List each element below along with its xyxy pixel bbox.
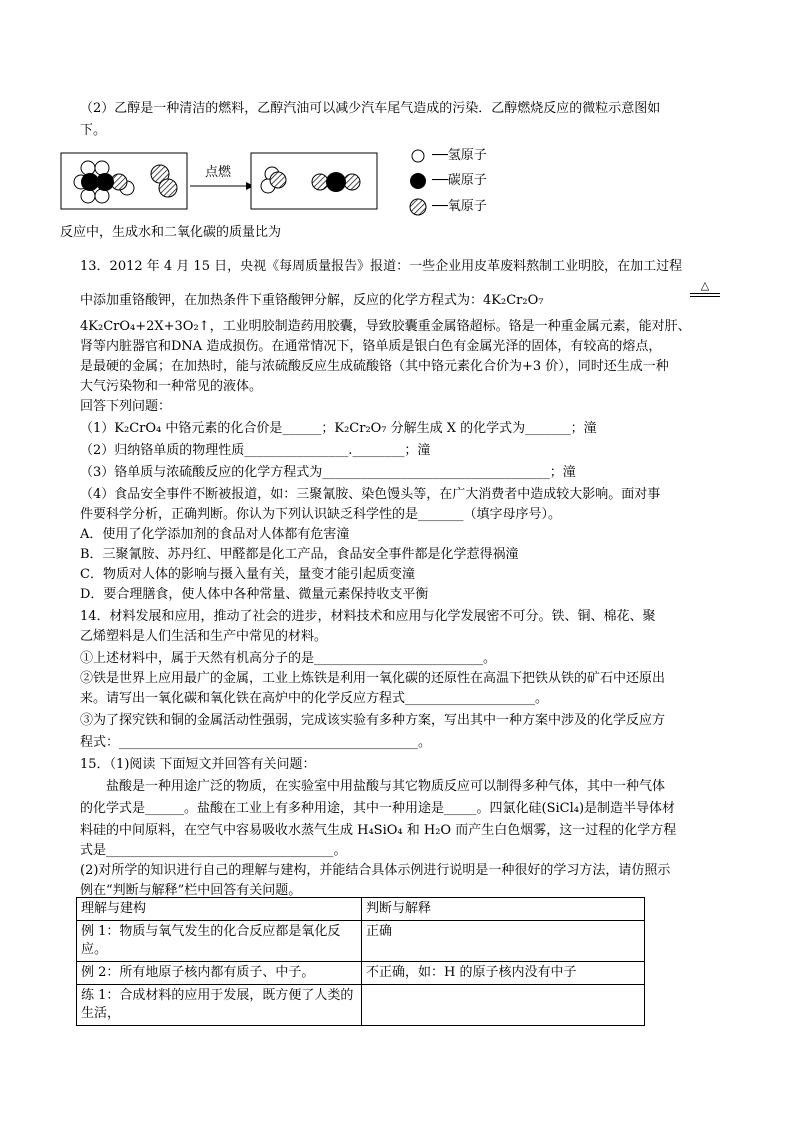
hydrogen-atom [95,161,109,175]
table-row [77,985,645,1026]
table-cell: 例 2：所有地原子核内都有质子、中子。 [77,962,362,985]
q13-line: 中添加重铬酸钾，在加热条件下重铬酸钾分解，反应的化学方程式为：4K₂Cr₂O₇ [80,293,544,308]
legend-oxygen [408,195,487,215]
table-header: 理解与建构 [77,898,362,921]
q13-sub4: 件要科学分析，正确判断。你认为下列认识缺乏科学性的是_______（填字母序号）。 [80,507,562,522]
heat-condition [690,280,720,299]
q13-option-c: C．物质对人体的影响与摄入量有关，量变才能引起质变潼 [80,567,415,582]
table-header: 判断与解释 [362,898,645,921]
q13-line: 是最硬的金属；在加热时，能与浓硫酸反应生成硫酸铬（其中铬元素化合价为+3 价），同时还生成一种 [80,359,669,374]
table-row [77,962,645,985]
hydrogen-atom [95,189,109,203]
q15-line: 式是___________________________________。 [80,843,347,858]
q14-line: 来。请写出一氧化碳和氧化铁在高炉中的化学反应方程式____________________。 [80,691,549,706]
q13-line: 13．2012 年 4 月 15 日，央视《每周质量报告》报道：一些企业用皮革废料熬制工业明胶，在加工过程 [80,259,683,274]
oxygen-atom [159,179,177,197]
q15-line: 盐酸是一种用途广泛的物质，在实验室中用盐酸与其它物质反应可以制得多种气体，其中一种气体 [80,779,666,794]
q13-line: 4K₂CrO₄+2X+3O₂↑，工业明胶制造药用胶囊，导致胶囊重金属铬超标。铬是一种重金属元素，能对肝、 [80,319,691,334]
q15-line: 料硅的中间原料，在空气中容易吸收水蒸气生成 H₄SiO₄ 和 H₂O 而产生白色烟雾，这一过程的化学方程 [80,823,677,838]
hatched-circle-icon [408,197,428,217]
reaction-diagram [60,152,400,214]
q15-line: 例在“判断与解释”栏中回答有关问题。 [80,883,302,898]
q13-line: 大气污染物和一种常见的液体。 [80,379,263,394]
white-circle-icon [408,146,428,166]
understanding-table [76,897,645,1026]
q14-line: ①上述材料中，属于天然有机高分子的是__________________________。 [80,651,497,666]
table-cell: 例 1：物质与氧气发生的化合反应都是氧化反应。 [77,921,362,962]
q13-sub4: （4）食品安全事件不断被报道，如：三聚氰胺、染色馒头等，在广大消费者中造成较大影响。面对事 [80,487,661,502]
q13-option-b: B．三聚氰胺、苏丹红、甲醛都是化工产品，食品安全事件都是化学惹得祸潼 [80,547,519,562]
q13-option-a: A．使用了化学添加剂的食品对人体都有危害潼 [80,527,350,542]
q12-2-question: 反应中，生成水和二氧化碳的质量比为 [60,225,282,240]
table-row [77,921,645,962]
q13-line: 回答下列问题： [80,399,172,414]
q13-sub1: （1）K₂CrO₄ 中铬元素的化合价是______；K₂Cr₂O₇ 分解生成 X 的化学式为_______；潼 [80,421,597,436]
q12-2-line2: 下。 [80,123,107,138]
q14-line: 乙烯塑料是人们生活和生产中常见的材料。 [80,629,328,644]
q15-line: 的化学式是______。盐酸在工业上有多种用途，其中一种用途是_____。四氯化硅(SiCl₄)是制造半导体材 [80,801,676,816]
black-circle-icon [408,171,428,191]
q14-line: 程式：______________________________________________。 [80,735,432,750]
q13-line: 肾等内脏器官和DNA 造成损伤。在通常情况下，铬单质是银白色有金属光泽的固体，有较高的熔点， [80,339,662,354]
oxygen-atom [270,172,286,188]
q12-2-line1: （2）乙醇是一种清洁的燃料，乙醇汽油可以减少汽车尾气造成的污染．乙醇燃烧反应的微粒示意图如 [80,101,661,116]
legend-hydrogen [408,144,487,164]
heat-symbol: △ [700,279,710,292]
table-header-row [77,898,645,921]
arrow-label: 点燃 [205,165,232,180]
q13-sub3: （3）铬单质与浓硫酸反应的化学方程式为___________________________________；潼 [80,465,576,480]
q14-line: ③为了探究铁和铜的金属活动性强弱，完成该实验有多种方案，写出其中一种方案中涉及的化学反应方 [80,713,666,728]
hydrogen-atom [81,161,95,175]
oxygen-atom [344,174,360,190]
table-cell-answer[interactable] [362,985,645,1026]
carbon-atom [96,173,114,191]
q14-line: ②铁是世界上应用最广的金属，工业上炼铁是利用一氧化碳的还原性在高温下把铁从铁的矿石中还原出 [80,671,666,686]
table-cell: 不正确，如：H 的原子核内没有中子 [362,962,645,985]
table-cell: 练 1：合成材料的应用于发展，既方便了人类的生活， [77,985,362,1026]
carbon-atom [326,172,346,192]
oxygen-atom [312,174,328,190]
q15-line: 15．（1)阅读 下面短文并回答有关问题： [80,757,316,772]
legend-label: ──氧原子 [432,199,487,214]
q13-sub2: （2）归纳铬单质的物理性质________________.________；潼 [80,443,431,458]
legend-label: ──碳原子 [432,173,487,188]
hydrogen-atom [81,189,95,203]
legend-carbon [408,169,487,189]
table-cell: 正确 [362,921,645,962]
q13-option-d: D．要合理膳食，使人体中各种常量、微量元素保持收支平衡 [80,587,429,602]
legend-label: ──氢原子 [432,148,487,163]
q14-line: 14．材料发展和应用，推动了社会的进步，材料技术和应用与化学发展密不可分。铁、铜、棉花、聚 [80,609,656,624]
q15-line: (2)对所学的知识进行自己的理解与建构，并能结合具体示例进行说明是一种很好的学习方法，请仿照示 [80,863,671,878]
